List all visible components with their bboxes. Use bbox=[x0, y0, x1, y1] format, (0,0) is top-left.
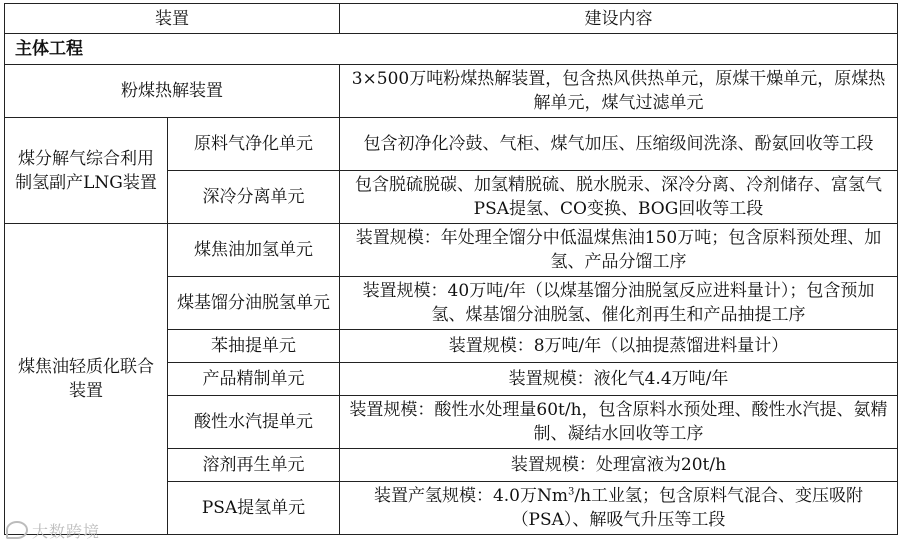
unit-cell: PSA提氢单元 bbox=[168, 482, 340, 535]
content-text-a: 装置产氢规模：4.0万Nm bbox=[373, 486, 568, 506]
header-device: 装置 bbox=[5, 4, 340, 34]
content-cell: 装置规模：液化气4.4万吨/年 bbox=[340, 363, 898, 396]
content-cell: 装置规模：酸性水处理量60t/h，包含原料水预处理、酸性水汽提、氨精制、凝结水回收等工序 bbox=[340, 396, 898, 449]
watermark bbox=[6, 519, 100, 542]
content-text-b: /h工业氢；包含原料气混合、变压吸附（PSA）、解吸气升压等工段 bbox=[511, 486, 864, 530]
content-cell bbox=[340, 482, 898, 535]
content-cell: 装置规模：处理富液为20t/h bbox=[340, 449, 898, 482]
content-cell: 装置规模：40万吨/年（以煤基馏分油脱氢反应进料量计）；包含预加氢、煤基馏分油脱氢、催化剂再生和产品抽提工序 bbox=[340, 277, 898, 330]
content-cell: 装置规模：年处理全馏分中低温煤焦油150万吨；包含原料预处理、加氢、产品分馏工序 bbox=[340, 224, 898, 277]
content-cell: 3×500万吨粉煤热解装置，包含热风供热单元，原煤干燥单元，原煤热解单元，煤气过滤单元 bbox=[340, 65, 898, 118]
table-row bbox=[5, 224, 898, 277]
group-name-cell: 煤焦油轻质化联合装置 bbox=[5, 224, 168, 535]
content-cell: 包含初净化冷鼓、气柜、煤气加压、压缩级间洗涤、酚氨回收等工段 bbox=[340, 118, 898, 171]
superscript-unit: 3 bbox=[567, 486, 575, 498]
watermark-logo-icon bbox=[6, 521, 28, 539]
unit-cell: 酸性水汽提单元 bbox=[168, 396, 340, 449]
unit-cell: 煤焦油加氢单元 bbox=[168, 224, 340, 277]
section-row bbox=[5, 34, 898, 65]
group-name-cell: 煤分解气综合利用制氢副产LNG装置 bbox=[5, 118, 168, 224]
construction-content-table bbox=[4, 3, 898, 535]
unit-cell: 煤基馏分油脱氢单元 bbox=[168, 277, 340, 330]
table-row bbox=[5, 118, 898, 171]
unit-cell: 苯抽提单元 bbox=[168, 330, 340, 363]
unit-cell: 产品精制单元 bbox=[168, 363, 340, 396]
content-cell: 装置规模：8万吨/年（以抽提蒸馏进料量计） bbox=[340, 330, 898, 363]
section-title: 主体工程 bbox=[5, 34, 898, 65]
header-content: 建设内容 bbox=[340, 4, 898, 34]
content-cell: 包含脱硫脱碳、加氢精脱硫、脱水脱汞、深冷分离、冷剂储存、富氢气PSA提氢、CO变换、BOG回收等工段 bbox=[340, 171, 898, 224]
table-header-row bbox=[5, 4, 898, 34]
unit-cell: 溶剂再生单元 bbox=[168, 449, 340, 482]
device-cell: 粉煤热解装置 bbox=[5, 65, 340, 118]
watermark-text: 大数跨境 bbox=[32, 522, 101, 541]
unit-cell: 深冷分离单元 bbox=[168, 171, 340, 224]
unit-cell: 原料气净化单元 bbox=[168, 118, 340, 171]
table-row bbox=[5, 65, 898, 118]
